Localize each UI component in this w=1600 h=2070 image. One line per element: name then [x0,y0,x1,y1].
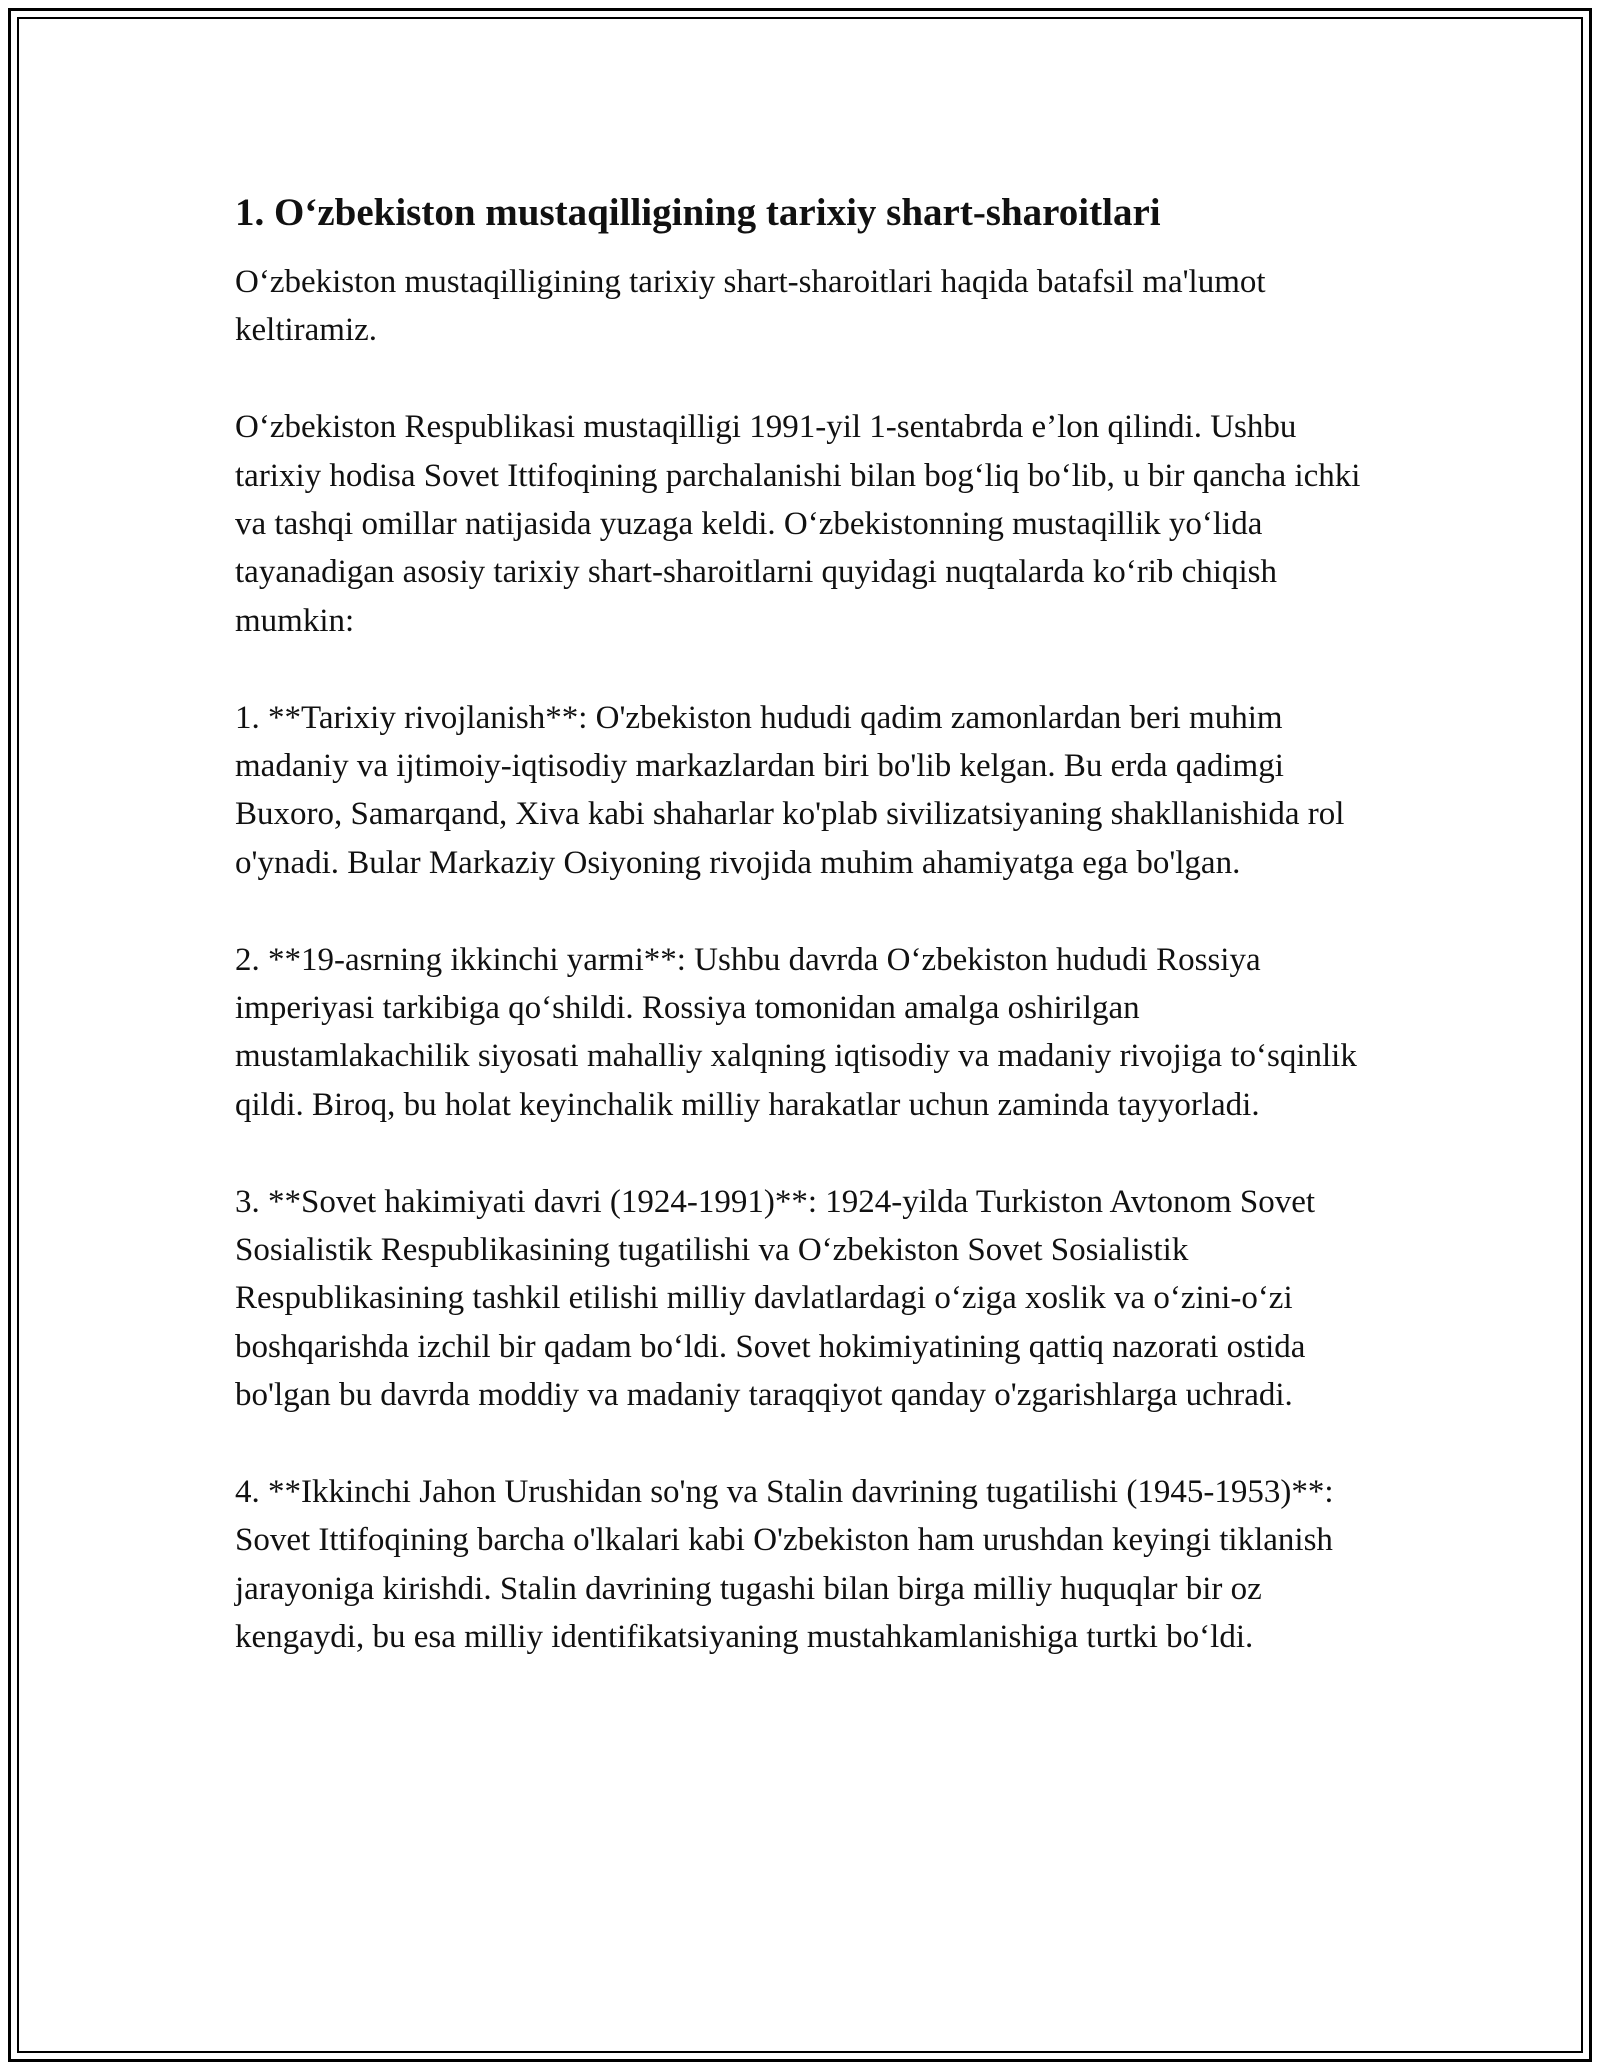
list-item-1: 1. **Tarixiy rivojlanish**: O'zbekiston hududi qadim zamonlardan beri muhim madaniy va ijtimoiy-iqtisodiy markazlardan biri bo'lib kelgan. Bu erda qadimgi Buxoro, Samarqand, Xiva kabi shaharlar ko'plab sivilizatsiyaning shakllanishida rol o'ynadi. Bular Markaziy Osiyoning rivojida muhim ahamiyatga ega bo'lgan. [235,699,1345,881]
context-paragraph: O‘zbekiston Respublikasi mustaqilligi 1991-yil 1-sentabrda e’lon qilindi. Ushbu tarixiy hodisa Sovet Ittifoqining parchalanishi bilan bog‘liq bo‘lib, u bir qancha ichki va tashqi omillar natijasida yuzaga keldi. O‘zbekistonning mustaqillik yo‘lida tayanadigan asosiy tarixiy shart-sharoitlarni quyidagi nuqtalarda ko‘rib chiqish mumkin: [235,409,1361,639]
intro-paragraph: O‘zbekiston mustaqilligining tarixiy shart-sharoitlari haqida batafsil ma'lumot keltiramiz. [235,264,1266,349]
list-item-3: 3. **Sovet hakimiyati davri (1924-1991)**: 1924-yilda Turkiston Avtonom Sovet Sosialistik Respublikasining tugatilishi va O‘zbekiston Sovet Sosialistik Respublikasining tashkil etilishi milliy davlatlardagi o‘ziga xoslik va o‘zini-o‘zi boshqarishda izchil bir qadam bo‘ldi. Sovet hokimiyatining qattiq nazorati ostida bo'lgan bu davrda moddiy va madaniy taraqqiyot qanday o'zgarishlarga uchradi. [235,1183,1316,1414]
list-item-2: 2. **19-asrning ikkinchi yarmi**: Ushbu davrda O‘zbekiston hududi Rossiya imperiyasi tarkibiga qo‘shildi. Rossiya tomonidan amalga oshirilgan mustamlakachilik siyosati mahalliy xalqning iqtisodiy va madaniy rivojiga to‘sqinlik qildi. Biroq, bu holat keyinchalik milliy harakatlar uchun zaminda tayyorladi. [235,941,1357,1123]
list-item-4: 4. **Ikkinchi Jahon Urushidan so'ng va Stalin davrining tugatilishi (1945-1953)**: Sovet Ittifoqining barcha o'lkalari kabi O'zbekiston ham urushdan keyingi tiklanish jarayoniga kirishdi. Stalin davrining tugashi bilan birga milliy huquqlar bir oz kengaydi, bu esa milliy identifikatsiyaning mustahkamlanishiga turtki bo‘ldi. [235,1474,1334,1656]
document-title: 1. O‘zbekiston mustaqilligining tarixiy shart-sharoitlari [235,191,1161,234]
document-body [235,186,1375,1710]
